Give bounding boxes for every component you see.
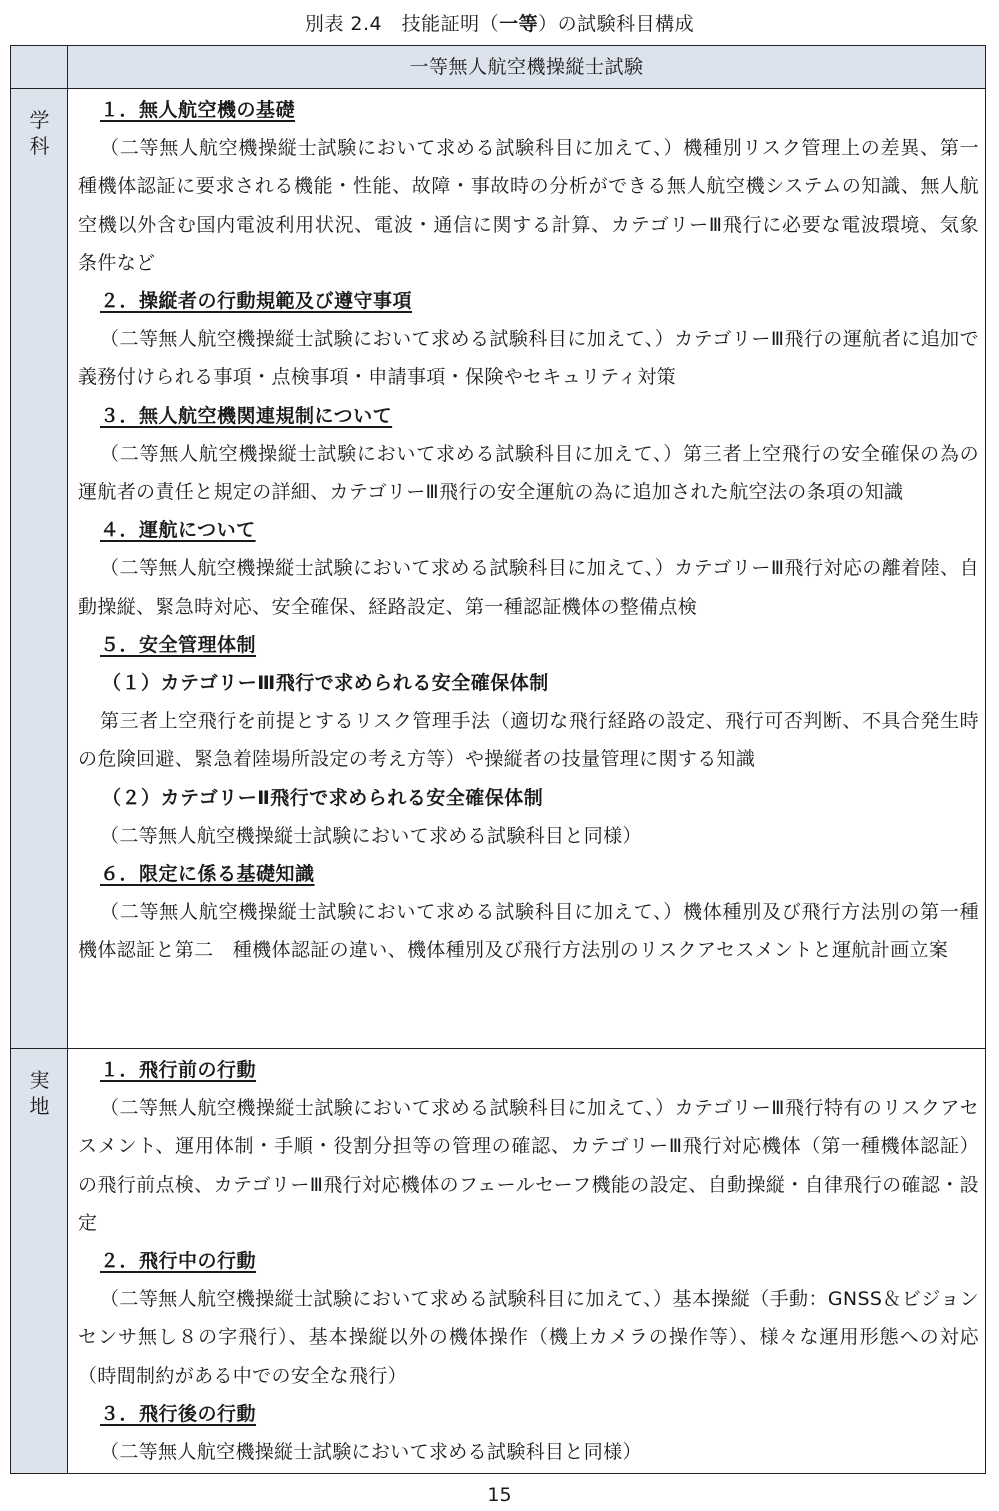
- section-title: ３．無人航空機関連規制について: [100, 404, 393, 427]
- page-number: 15: [487, 1484, 512, 1506]
- jicchi-content: [68, 1049, 985, 1473]
- gakka-content: [68, 89, 985, 1048]
- section-body: （二等無人航空機操縦士試験において求める試験科目に加えて、）カテゴリーⅢ飛行の運航者に追加で義務付けられる事項・点検事項・申請事項・保険やセキュリティ対策: [78, 328, 979, 389]
- section-body: （二等無人航空機操縦士試験において求める試験科目に加えて、）カテゴリーⅢ飛行特有のリスクアセスメント、運用体制・手順・役割分担等の管理の確認、カテゴリーⅢ飛行対応機体（第一種機体認証）の飛行前点検、カテゴリーⅢ飛行対応機体のフェールセーフ機能の設定、自動操縦・自律飛行の確認・設定: [78, 1097, 979, 1234]
- section-title: ６．限定に係る基礎知識: [100, 863, 315, 886]
- section-body: 第三者上空飛行を前提とするリスク管理手法（適切な飛行経路の設定、飛行可否判断、不具合発生時の危険回避、緊急着陸場所設定の考え方等）や操縦者の技量管理に関する知識: [78, 710, 979, 771]
- caption-suffix: ）の試験科目構成: [538, 13, 695, 35]
- section-title: ２．飛行中の行動: [100, 1250, 257, 1273]
- section-body: （二等無人航空機操縦士試験において求める試験科目に加えて、）機種別リスク管理上の差異、第一種機体認証に要求される機能・性能、故障・事故時の分析ができる無人航空機システムの知識、無人航空機以外含む国内電波利用状況、電波・通信に関する計算、カテゴリーⅢ飛行に必要な電波環境、気象条件など: [78, 137, 979, 274]
- section-body: （二等無人航空機操縦士試験において求める試験科目に加えて、）機体種別及び飛行方法別の第一種機体認証と第二 種機体認証の違い、機体種別及び飛行方法別のリスクアセスメントと運航計画立案: [78, 901, 979, 962]
- section-body: （二等無人航空機操縦士試験において求める試験科目と同様）: [100, 824, 642, 847]
- section-title: ２．操縦者の行動規範及び遵守事項: [100, 290, 413, 313]
- table-header-row: [11, 46, 985, 88]
- section-title: ５．安全管理体制: [100, 633, 257, 656]
- caption-bold: 一等: [499, 13, 539, 35]
- gakka-label: 学 科: [29, 108, 50, 158]
- jicchi-label: 実 地: [29, 1068, 50, 1118]
- section-title: １．無人航空機の基礎: [100, 99, 296, 121]
- subsection-title: （１）カテゴリーⅢ飛行で求められる安全確保体制: [102, 672, 549, 695]
- section-body: （二等無人航空機操縦士試験において求める試験科目に加えて、）第三者上空飛行の安全確保の為の運航者の責任と規定の詳細、カテゴリーⅢ飛行の安全運航の為に追加された航空法の条項の知識: [78, 442, 979, 504]
- section-title: ３．飛行後の行動: [100, 1402, 257, 1425]
- gakka-row: [11, 88, 985, 1048]
- header-corner-cell: [11, 46, 68, 88]
- caption-prefix: 別表 2.4 技能証明（: [304, 13, 500, 35]
- section-body: （二等無人航空機操縦士試験において求める試験科目と同様）: [100, 1441, 642, 1464]
- exam-subject-table: [10, 45, 986, 1474]
- section-title: １．飛行前の行動: [100, 1059, 257, 1081]
- section-title: ４．運航について: [100, 519, 256, 542]
- section-body: （二等無人航空機操縦士試験において求める試験科目に加えて、）基本操縦（手動：GNSS＆ビジョンセンサ無し８の字飛行）、基本操縦以外の機体操作（機上カメラの操作等）、様々な運用形態への対応（時間制約がある中での安全な飛行）: [78, 1288, 979, 1387]
- jicchi-label-cell: [11, 1049, 68, 1473]
- table-caption: [0, 10, 999, 38]
- subsection-title: （２）カテゴリーⅡ飛行で求められる安全確保体制: [102, 786, 544, 809]
- jicchi-row: [11, 1048, 985, 1473]
- gakka-label-cell: [11, 89, 68, 1048]
- table-header: 一等無人航空機操縦士試験: [68, 46, 985, 88]
- section-body: （二等無人航空機操縦士試験において求める試験科目に加えて、）カテゴリーⅢ飛行対応の離着陸、自動操縦、緊急時対応、安全確保、経路設定、第一種認証機体の整備点検: [78, 557, 979, 618]
